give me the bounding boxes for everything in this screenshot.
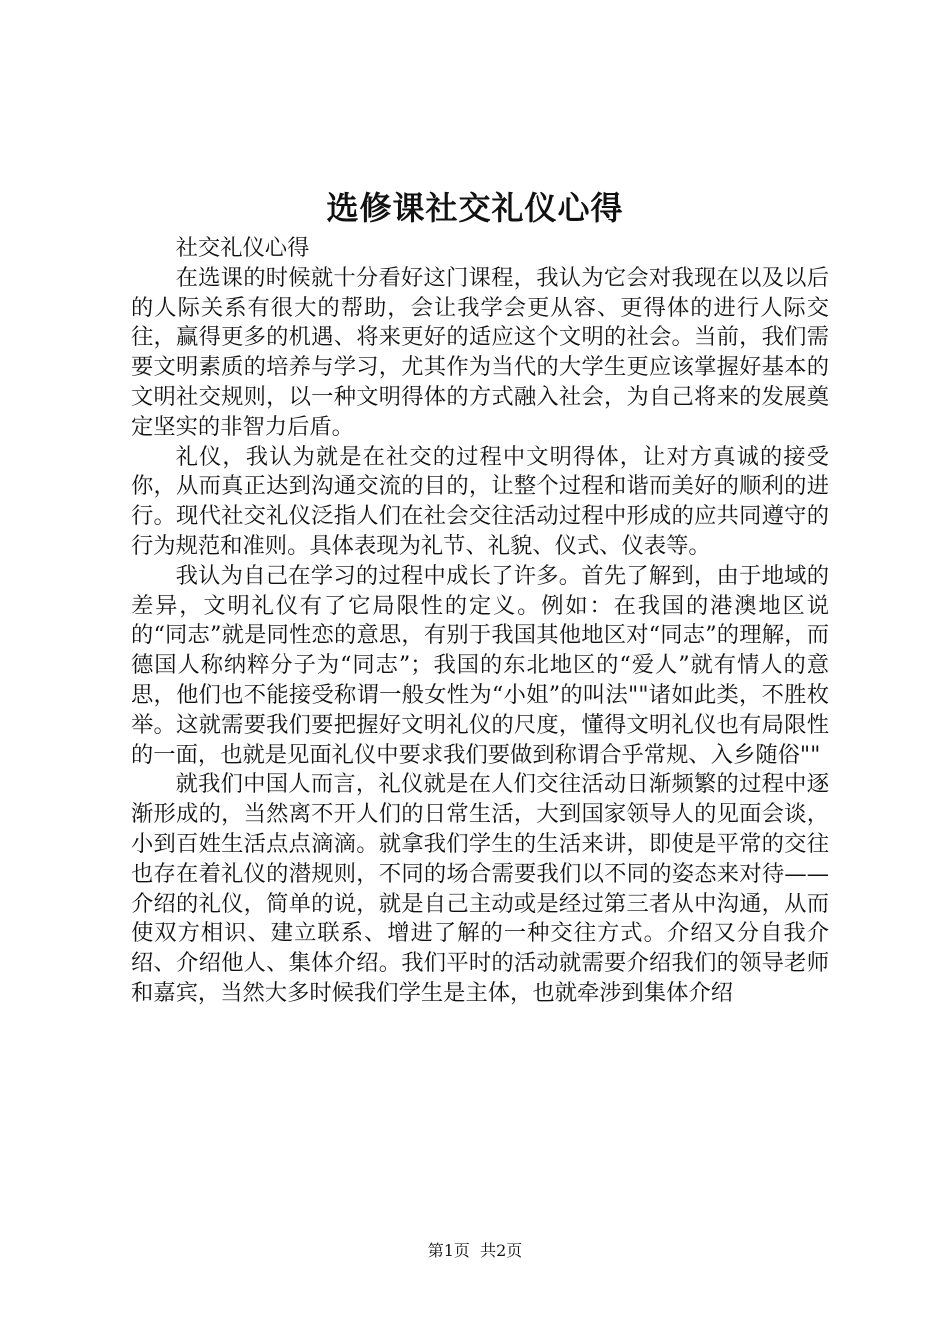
paragraph-definition: 礼仪，我认为就是在社交的过程中文明得体，让对方真诚的接受你，从而真正达到沟通交流的目的，让整个过程和谐而美好的顺利的进行。现代社交礼仪泛指人们在社会交往活动过程中形成的应共同遵守的行为规范和准则。具体表现为礼节、礼貌、仪式、仪表等。 xyxy=(131,443,829,559)
paragraph-introductions: 就我们中国人而言，礼仪就是在人们交往活动日渐频繁的过程中逐渐形成的，当然离不开人们的日常生活，大到国家领导人的见面会谈，小到百姓生活点点滴滴。就拿我们学生的生活来讲，即使是平常的交往也存在着礼仪的潜规则，不同的场合需要我们以不同的姿态来对待——介绍的礼仪，简单的说，就是自己主动或是经过第三者从中沟通，从而使双方相识、建立联系、增进了解的一种交往方式。介绍又分自我介绍、介绍他人、集体介绍。我们平时的活动就需要介绍我们的领导老师和嘉宾，当然大多时候我们学生是主体，也就牵涉到集体介绍 xyxy=(131,771,829,1006)
document-title: 选修课社交礼仪心得 xyxy=(326,189,624,227)
page-footer xyxy=(0,1240,950,1262)
paragraph-subtitle: 社交礼仪心得 xyxy=(175,235,310,261)
paragraph-regional-differences: 我认为自己在学习的过程中成长了许多。首先了解到，由于地域的差异，文明礼仪有了它局限性的定义。例如：在我国的港澳地区说的“同志”就是同性恋的意思，有别于我国其他地区对“同志”的理解，而德国人称纳粹分子为“同志”；我国的东北地区的“爱人”就有情人的意思，他们也不能接受称谓一般女性为“小姐”的叫法""诸如此类，不胜枚举。这就需要我们要把握好文明礼仪的尺度，懂得文明礼仪也有局限性的一面，也就是见面礼仪中要求我们要做到称谓合乎常规、入乡随俗"" xyxy=(131,562,829,768)
page-number: 第1页 共2页 xyxy=(427,1241,523,1260)
paragraph-intro: 在选课的时候就十分看好这门课程，我认为它会对我现在以及以后的人际关系有很大的帮助，会让我学会更从容、更得体的进行人际交往，赢得更多的机遇、将来更好的适应这个文明的社会。当前，我们需要文明素质的培养与学习，尤其作为当代的大学生更应该掌握好基本的文明社交规则，以一种文明得体的方式融入社会，为自己将来的发展奠定坚实的非智力后盾。 xyxy=(131,264,829,440)
document-body xyxy=(131,234,829,1009)
